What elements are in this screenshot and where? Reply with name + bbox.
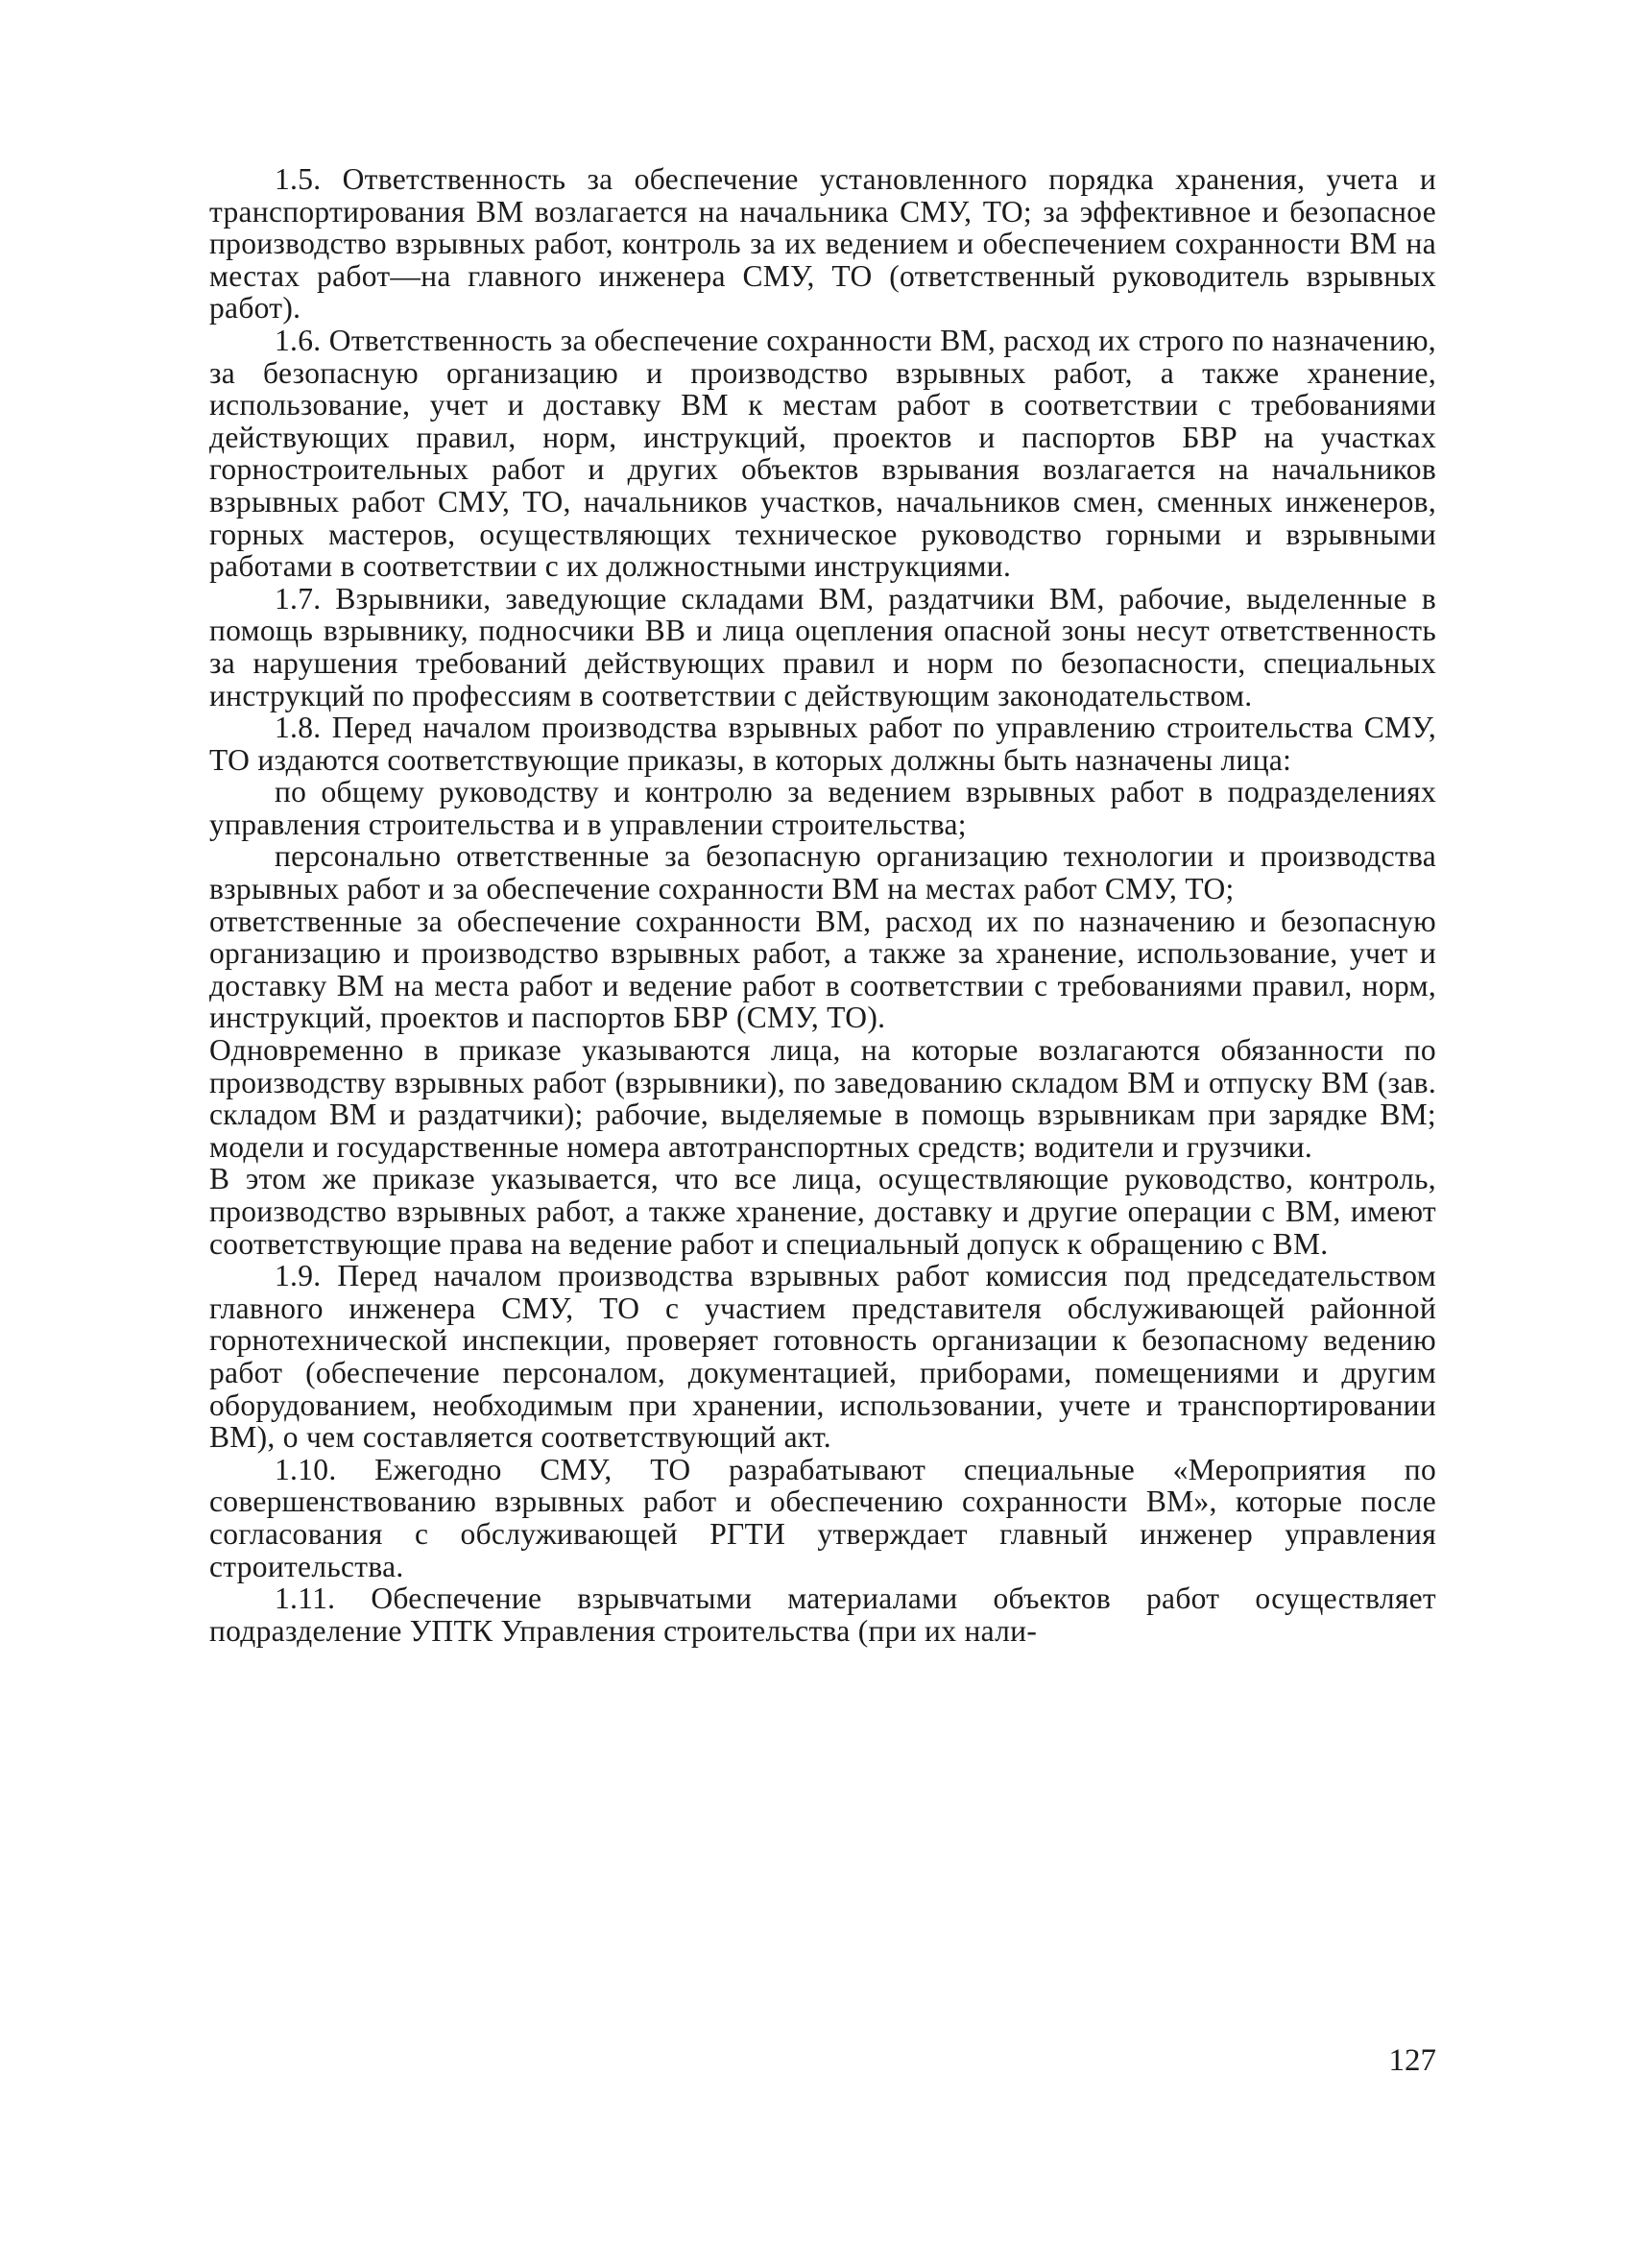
paragraph-1-6: 1.6. Ответственность за обеспечение сохранности ВМ, расход их строго по назначению, за безопасную организацию и производство взрывных работ, а также хранение, использование, учет и доставку ВМ к местам работ в соответствии с требованиями действующих правил, норм, инструкций, проектов и паспортов БВР на участках горностроительных работ и других объектов взрывания возлагается на начальников взрывных работ СМУ, ТО, начальников участков, начальников смен, сменных инженеров, горных мастеров, осуществляющих техническое руководство горными и взрывными работами в соответствии с их должностными инструкциями.	[209, 323, 1436, 584]
paragraph-1-9: 1.9. Перед началом производства взрывных работ комиссия под председательством главного инженера СМУ, ТО с участием представителя обслуживающей районной горнотехнической инспекции, проверяет готовность организации к безопасному ведению работ (обеспечение персоналом, документацией, приборами, помещениями и другим оборудованием, необходимым при хранении, использовании, учете и транспортировании ВМ), о чем составляется соответствующий акт.	[209, 1259, 1436, 1455]
page-number: 127	[1388, 2043, 1436, 2078]
list-item-safety-responsibility: ответственные за обеспечение сохранности ВМ, расход их по назначению и безопасную организацию и производство взрывных работ, а также за хранение, использование, учет и доставку ВМ на места работ и ведение работ в соответствии с требованиями правил, норм, инструкций, проектов и паспортов БВР (СМУ, ТО).	[209, 904, 1436, 1035]
list-item-personal-responsibility: персонально ответственные за безопасную организацию технологии и производства взрывных работ и за обеспечение сохранности ВМ на местах работ СМУ, ТО;	[209, 839, 1436, 906]
paragraph-1-8: 1.8. Перед началом производства взрывных работ по управлению строительства СМУ, ТО издаются соответствующие приказы, в которых должны быть назначены лица:	[209, 711, 1436, 777]
list-item-general-management: по общему руководству и контролю за ведением взрывных работ в подразделениях управления строительства и в управлении строительства;	[209, 775, 1436, 841]
paragraph-same-order: В этом же приказе указывается, что все лица, осуществляющие руководство, контроль, производство взрывных работ, а также хранение, доставку и другие операции с ВМ, имеют соответствующие права на ведение работ и специальный допуск к обращению с ВМ.	[209, 1162, 1436, 1261]
paragraph-1-7: 1.7. Взрывники, заведующие складами ВМ, раздатчики ВМ, рабочие, выделенные в помощь взрывнику, подносчики ВВ и лица оцепления опасной зоны несут ответственность за нарушения требований действующих правил и норм по безопасности, специальных инструкций по профессиям в соответствии с действующим законодательством.	[209, 581, 1436, 712]
paragraph-1-11: 1.11. Обеспечение взрывчатыми материалами объектов работ осуществляет подразделение УПТК Управления строительства (при их нали-	[209, 1581, 1436, 1648]
body-text	[209, 163, 1436, 1647]
paragraph-1-10: 1.10. Ежегодно СМУ, ТО разрабатывают специальные «Мероприятия по совершенствованию взрывных работ и обеспечению сохранности ВМ», которые после согласования с обслуживающей РГТИ утверждает главный инженер управления строительства.	[209, 1452, 1436, 1583]
paragraph-1-5: 1.5. Ответственность за обеспечение установленного порядка хранения, учета и транспортирования ВМ возлагается на начальника СМУ, ТО; за эффективное и безопасное производство взрывных работ, контроль за их ведением и обеспечением сохранности ВМ на местах работ—на главного инженера СМУ, ТО (ответственный руководитель взрывных работ).	[209, 162, 1436, 326]
paragraph-simultaneously: Одновременно в приказе указываются лица, на которые возлагаются обязанности по производству взрывных работ (взрывники), по заведованию складом ВМ и отпуску ВМ (зав. складом ВМ и раздатчики); рабочие, выделяемые в помощь взрывникам при зарядке ВМ; модели и государственные номера автотранспортных средств; водители и грузчики.	[209, 1033, 1436, 1164]
